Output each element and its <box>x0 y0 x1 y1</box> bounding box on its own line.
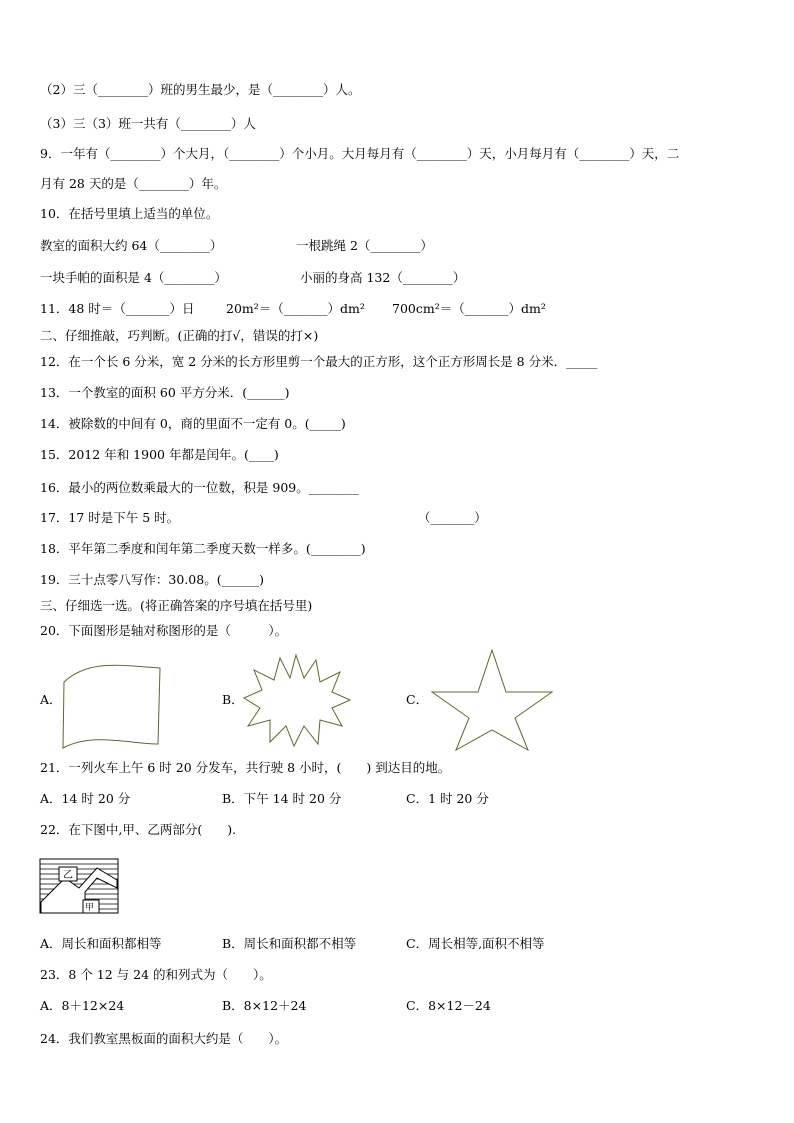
q21: 21．一列火车上午 6 时 20 分发车，共行驶 8 小时，( ) 到达目的地。 <box>40 760 451 775</box>
q23-option-c: C．8×12－24 <box>406 998 491 1013</box>
q14: 14．被除数的中间有 0，商的里面不一定有 0。(_____) <box>40 416 346 431</box>
wave-flag-shape <box>58 660 162 750</box>
q22-hatched-figure <box>39 858 119 914</box>
q10-item-d: 小丽的身高 132（________） <box>300 270 466 285</box>
q10-item-c: 一块手帕的面积是 4（________） <box>40 270 227 285</box>
q17: 17．17 时是下午 5 时。 <box>40 510 180 525</box>
q17-answer-blank: （_______） <box>418 510 487 525</box>
q21-option-c: C．1 时 20 分 <box>406 791 489 806</box>
q16: 16．最小的两位数乘最大的一位数，积是 909。________ <box>40 480 359 495</box>
q11-b: 20m²＝（_______）dm² <box>226 301 365 316</box>
q20-option-c-label: C． <box>406 692 429 707</box>
q23-option-b: B．8×12＋24 <box>222 998 307 1013</box>
q9-line1: 9．一年有（________）个大月，（________）个小月。大月每月有（________）天，小月每月有（________）天，二 <box>40 146 680 161</box>
five-point-star-shape <box>428 646 556 754</box>
q21-option-a: A．14 时 20 分 <box>40 791 131 806</box>
q22-label-jia: 甲 <box>85 903 95 913</box>
q10-item-a: 教室的面积大约 64（________） <box>40 238 223 253</box>
q24: 24．我们教室黑板面的面积大约是（ ）。 <box>40 1031 288 1046</box>
q10-item-b: 一根跳绳 2（________） <box>296 238 433 253</box>
q20: 20．下面图形是轴对称图形的是（ ）。 <box>40 623 288 638</box>
q22-option-c: C．周长相等,面积不相等 <box>406 936 545 951</box>
q9-line2: 月有 28 天的是（________）年。 <box>40 176 227 191</box>
section-2-heading: 二、仔细推敲，巧判断。(正确的打√，错误的打×) <box>40 328 319 343</box>
q11-a: 11．48 时＝（_______）日 <box>40 301 195 316</box>
section-3-heading: 三、仔细选一选。(将正确答案的序号填在括号里) <box>40 598 313 613</box>
starburst-shape <box>240 650 352 750</box>
q19: 19．三十点零八写作：30.08。(______) <box>40 572 264 587</box>
q13: 13．一个教室的面积 60 平方分米．(______) <box>40 385 290 400</box>
q23-option-a: A．8＋12×24 <box>40 998 125 1013</box>
q12: 12．在一个长 6 分米，宽 2 分米的长方形里剪一个最大的正方形，这个正方形周长是 8 分米．_____ <box>40 354 598 369</box>
q8-part2: （2）三（________）班的男生最少，是（________）人。 <box>40 82 361 97</box>
q11-c: 700cm²＝（_______）dm² <box>392 301 546 316</box>
q15: 15．2012 年和 1900 年都是闰年。(____) <box>40 447 279 462</box>
q20-option-b-label: B． <box>222 692 244 707</box>
q18: 18．平年第二季度和闰年第二季度天数一样多。(________) <box>40 541 366 556</box>
q22-option-a: A．周长和面积都相等 <box>40 936 162 951</box>
q23: 23．8 个 12 与 24 的和列式为（ ）。 <box>40 967 272 982</box>
q22: 22．在下图中,甲、乙两部分( ). <box>40 822 237 837</box>
q22-option-b: B．周长和面积都不相等 <box>222 936 357 951</box>
q21-option-b: B．下午 14 时 20 分 <box>222 791 342 806</box>
q20-option-a-label: A． <box>40 692 62 707</box>
q10-title: 10．在括号里填上适当的单位。 <box>40 206 219 221</box>
q22-label-yi: 乙 <box>63 870 73 881</box>
q8-part3: （3）三（3）班一共有（________）人 <box>40 116 256 131</box>
